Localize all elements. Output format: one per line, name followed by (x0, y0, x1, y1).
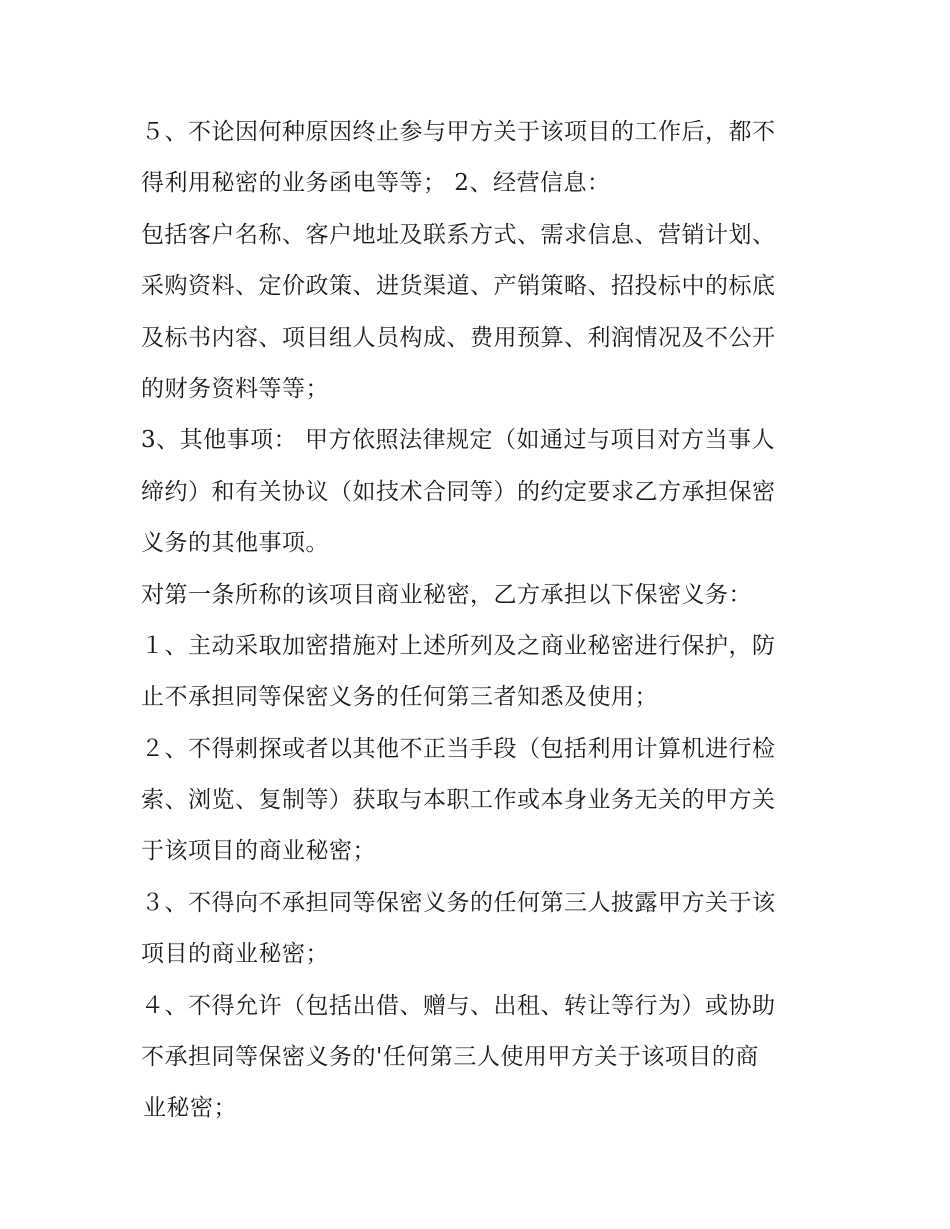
text-line: 不承担同等保密义务的'任何第三人使用甲方关于该项目的商 (141, 1044, 759, 1071)
text-line: 止不承担同等保密义务的任何第三者知悉及使用； (141, 684, 658, 711)
text-line: ４、不得允许（包括出借、赠与、出租、转让等行为）或协助 (141, 992, 776, 1019)
text-line: ３、不得向不承担同等保密义务的任何第三人披露甲方关于该 (141, 889, 776, 916)
text-line: 义务的其他事项。 (141, 530, 329, 557)
text-line: 业秘密； (143, 1095, 237, 1122)
text-line: 3、其他事项： 甲方依照法律规定（如通过与项目对方当事人 (141, 427, 775, 454)
document-body (141, 107, 821, 1135)
text-line: 采购资料、定价政策、进货渠道、产销策略、招投标中的标底 (141, 273, 776, 300)
text-line: 包括客户名称、客户地址及联系方式、需求信息、营销计划、 (141, 221, 776, 248)
text-line: 于该项目的商业秘密； (141, 838, 376, 865)
text-line: 对第一条所称的该项目商业秘密，乙方承担以下保密义务： (141, 581, 752, 608)
text-line: 缔约）和有关协议（如技术合同等）的约定要求乙方承担保密 (141, 478, 776, 505)
text-line: ５、不论因何种原因终止参与甲方关于该项目的工作后，都不 (141, 119, 776, 145)
text-line: ２、不得刺探或者以其他不正当手段（包括利用计算机进行检 (141, 735, 776, 762)
text-line: 索、浏览、复制等）获取与本职工作或本身业务无关的甲方关 (141, 787, 776, 814)
text-line: １、主动采取加密措施对上述所列及之商业秘密进行保护，防 (141, 632, 776, 659)
text-line: 及标书内容、项目组人员构成、费用预算、利润情况及不公开 (141, 324, 776, 351)
text-line: 项目的商业秘密； (141, 941, 329, 968)
text-line: 得利用秘密的业务函电等等； 2、经营信息： (141, 170, 611, 197)
text-line: 的财务资料等等； (141, 375, 329, 402)
